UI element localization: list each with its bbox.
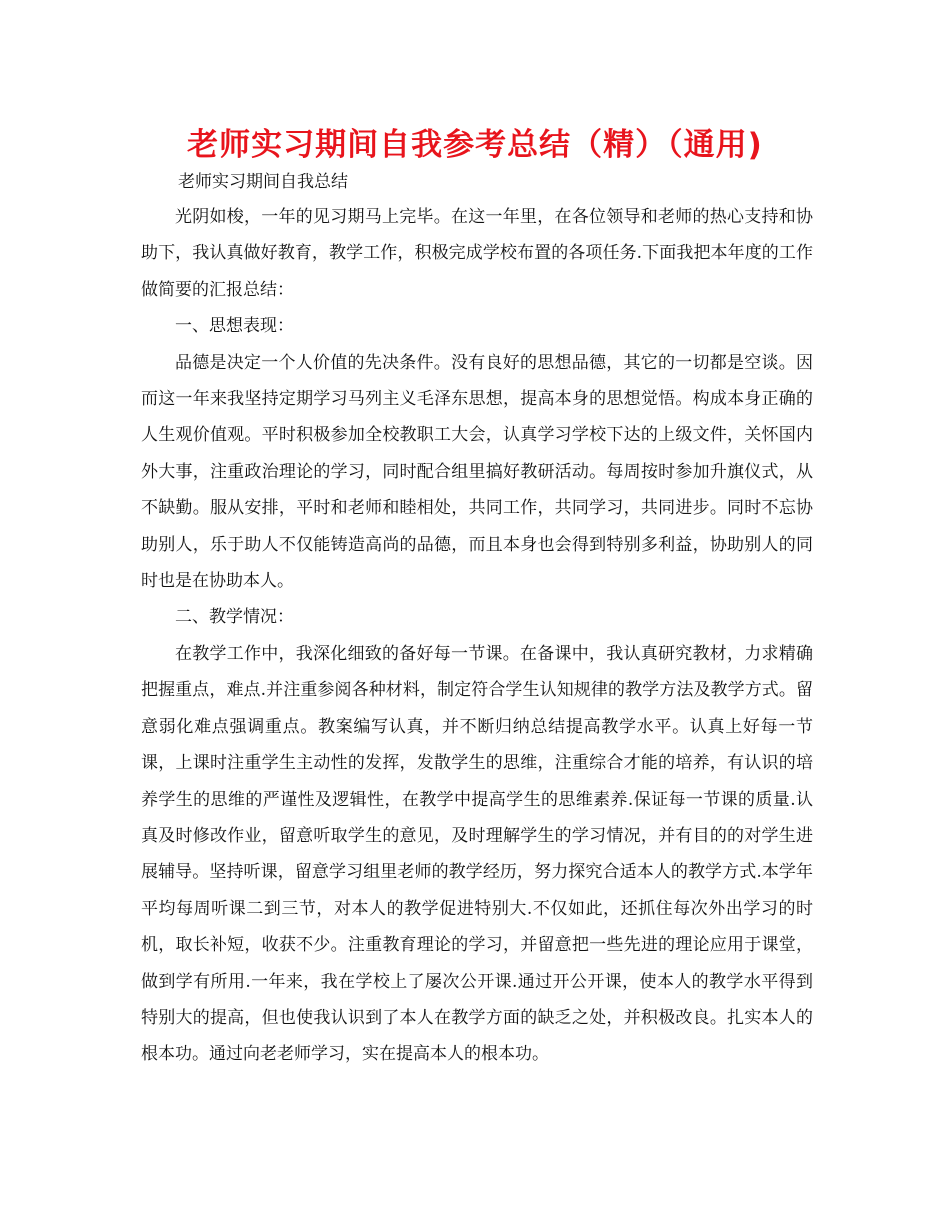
document-subtitle: 老师实习期间自我总结 <box>178 172 348 192</box>
document-body <box>141 199 813 1073</box>
paragraph-intro: 光阴如梭，一年的见习期马上完毕。在这一年里，在各位领导和老师的热心支持和协助下，我认真做好教育，教学工作，积极完成学校布置的各项任务.下面我把本年度的工作做简要的汇报总结： <box>141 207 813 300</box>
paragraph-teaching: 在教学工作中，我深化细致的备好每一节课。在备课中，我认真研究教材，力求精确把握重点，难点.并注重参阅各种材料，制定符合学生认知规律的教学方法及教学方式。留意弱化难点强调重点。教案编写认真，并不断归纳总结提高教学水平。认真上好每一节课，上课时注重学生主动性的发挥，发散学生的思维，注重综合才能的培养，有认识的培养学生的思维的严谨性及逻辑性，在教学中提高学生的思维素养.保证每一节课的质量.认真及时修改作业，留意听取学生的意见，及时理解学生的学习情况，并有目的的对学生进展辅导。坚持听课，留意学习组里老师的教学经历，努力探究合适本人的教学方式.本学年平均每周听课二到三节，对本人的教学促进特别大.不仅如此，还抓住每次外出学习的时机，取长补短，收获不少。注重教育理论的学习，并留意把一些先进的理论应用于课堂，做到学有所用.一年来，我在学校上了屡次公开课.通过开公开课，使本人的教学水平得到特别大的提高，但也使我认识到了本人在教学方面的缺乏之处，并积极改良。扎实本人的根本功。通过向老老师学习，实在提高本人的根本功。 <box>141 643 813 1065</box>
document-title: 老师实习期间自我参考总结（精）（通用) <box>187 127 763 163</box>
section-heading-thought: 一、思想表现： <box>175 316 294 337</box>
paragraph-thought: 品德是决定一个人价值的先决条件。没有良好的思想品德，其它的一切都是空谈。因而这一年来我坚持定期学习马列主义毛泽东思想，提高本身的思想觉悟。构成本身正确的人生观价值观。平时积极参加全校教职工大会，认真学习学校下达的上级文件，关怀国内外大事，注重政治理论的学习，同时配合组里搞好教研活动。每周按时参加升旗仪式，从不缺勤。服从安排，平时和老师和睦相处，共同工作，共同学习，共同进步。同时不忘协助别人，乐于助人不仅能铸造高尚的品德，而且本身也会得到特别多利益，协助别人的同时也是在协助本人。 <box>141 352 813 592</box>
section-heading-teaching: 二、教学情况： <box>175 607 294 628</box>
